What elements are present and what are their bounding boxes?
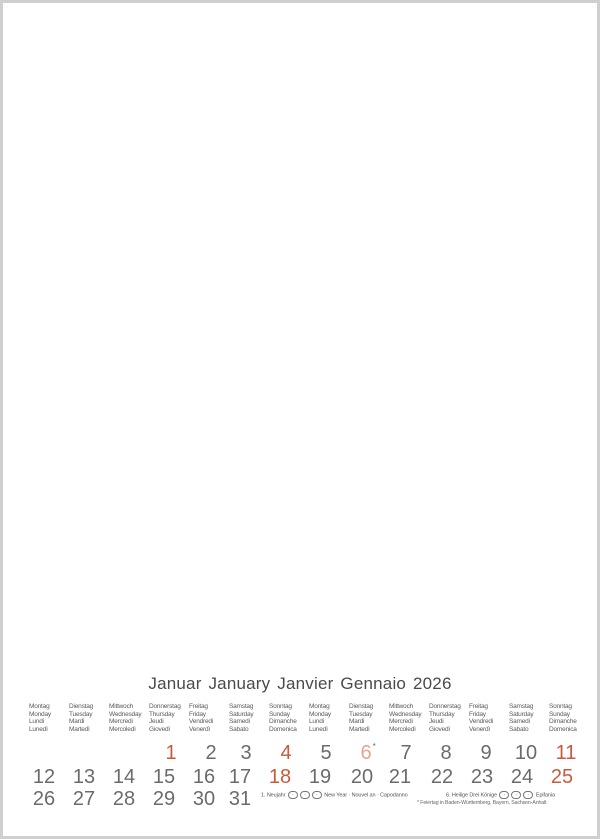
weekday-header: Mittwoch Wednesday Mercredi Mercoledì bbox=[109, 703, 142, 733]
day-cell: 23 bbox=[470, 766, 494, 788]
day-cell-holiday: 1 bbox=[165, 742, 177, 764]
weekday-header: Samstag Saturday Samedi Sabato bbox=[229, 703, 254, 733]
day-cell: 28 bbox=[112, 788, 136, 810]
holiday-symbol-icon: ◦ bbox=[511, 791, 521, 799]
day-cell: 12 bbox=[32, 766, 56, 788]
weekday-header: Samstag Saturday Samedi Sabato bbox=[509, 703, 534, 733]
weekday-header: Donnerstag Thursday Jeudi Giovedì bbox=[429, 703, 461, 733]
day-cell: 15 bbox=[152, 766, 176, 788]
day-cell: 2 bbox=[205, 742, 217, 764]
day-cell: 13 bbox=[72, 766, 96, 788]
holiday-note-new-year: 1. Neujahr ◦ ◦ ◦ New Year · Nouvel an · Capodanno bbox=[261, 792, 408, 799]
holiday-symbol-icon: ◦ bbox=[300, 791, 310, 799]
day-cell-regional-holiday: 6 * bbox=[360, 742, 376, 764]
day-cell: 26 bbox=[32, 788, 56, 810]
photo-area bbox=[7, 7, 593, 663]
day-cell: 20 bbox=[350, 766, 374, 788]
day-cell-sunday: 18 bbox=[268, 766, 292, 788]
holiday-symbol-icon: ◦ bbox=[312, 791, 322, 799]
weekday-header: Freitag Friday Vendredi Venerdì bbox=[469, 703, 494, 733]
day-cell: 3 bbox=[240, 742, 252, 764]
holiday-symbol-icon: ◦ bbox=[499, 791, 509, 799]
month-title: Januar January Janvier Gennaio 2026 bbox=[148, 674, 452, 693]
weekday-header: Dienstag Tuesday Mardi Martedì bbox=[349, 703, 374, 733]
holiday-note-epiphany: 6. Heilige Drei Könige ◦ ◦ ◦ Epifania bbox=[446, 792, 555, 799]
weekday-header-row bbox=[29, 703, 589, 743]
day-cell-sunday: 11 bbox=[555, 742, 577, 764]
day-cell-sunday: 25 bbox=[550, 766, 574, 788]
day-cell: 7 bbox=[400, 742, 412, 764]
weekday-header: Montag Monday Lundi Lunedì bbox=[29, 703, 51, 733]
holiday-symbol-icon: ◦ bbox=[288, 791, 298, 799]
holiday-symbol-icon: ◦ bbox=[523, 791, 533, 799]
day-cell: 16 bbox=[192, 766, 216, 788]
day-cell-sunday: 4 bbox=[280, 742, 292, 764]
weekday-header: Sonntag Sunday Dimanche Domenica bbox=[269, 703, 297, 733]
weekday-header: Sonntag Sunday Dimanche Domenica bbox=[549, 703, 577, 733]
weekday-header: Montag Monday Lundi Lunedì bbox=[309, 703, 331, 733]
day-cell: 8 bbox=[440, 742, 452, 764]
day-cell: 21 bbox=[388, 766, 412, 788]
day-cell: 27 bbox=[72, 788, 96, 810]
day-cell: 22 bbox=[430, 766, 454, 788]
weekday-header: Mittwoch Wednesday Mercredi Mercoledì bbox=[389, 703, 422, 733]
day-grid bbox=[29, 741, 589, 821]
footnote: * Feiertag in Baden-Württemberg, Bayern, Sachsen-Anhalt bbox=[417, 800, 547, 806]
day-cell: 29 bbox=[152, 788, 176, 810]
day-cell: 10 bbox=[514, 742, 538, 764]
day-cell: 9 bbox=[480, 742, 492, 764]
weekday-header: Freitag Friday Vendredi Venerdì bbox=[189, 703, 214, 733]
weekday-header: Dienstag Tuesday Mardi Martedì bbox=[69, 703, 94, 733]
day-cell: 14 bbox=[112, 766, 136, 788]
weekday-header: Donnerstag Thursday Jeudi Giovedì bbox=[149, 703, 181, 733]
day-cell: 30 bbox=[192, 788, 216, 810]
day-cell: 17 bbox=[228, 766, 252, 788]
day-cell: 31 bbox=[228, 788, 252, 810]
day-cell: 5 bbox=[320, 742, 332, 764]
day-cell: 24 bbox=[510, 766, 534, 788]
day-cell: 19 bbox=[308, 766, 332, 788]
